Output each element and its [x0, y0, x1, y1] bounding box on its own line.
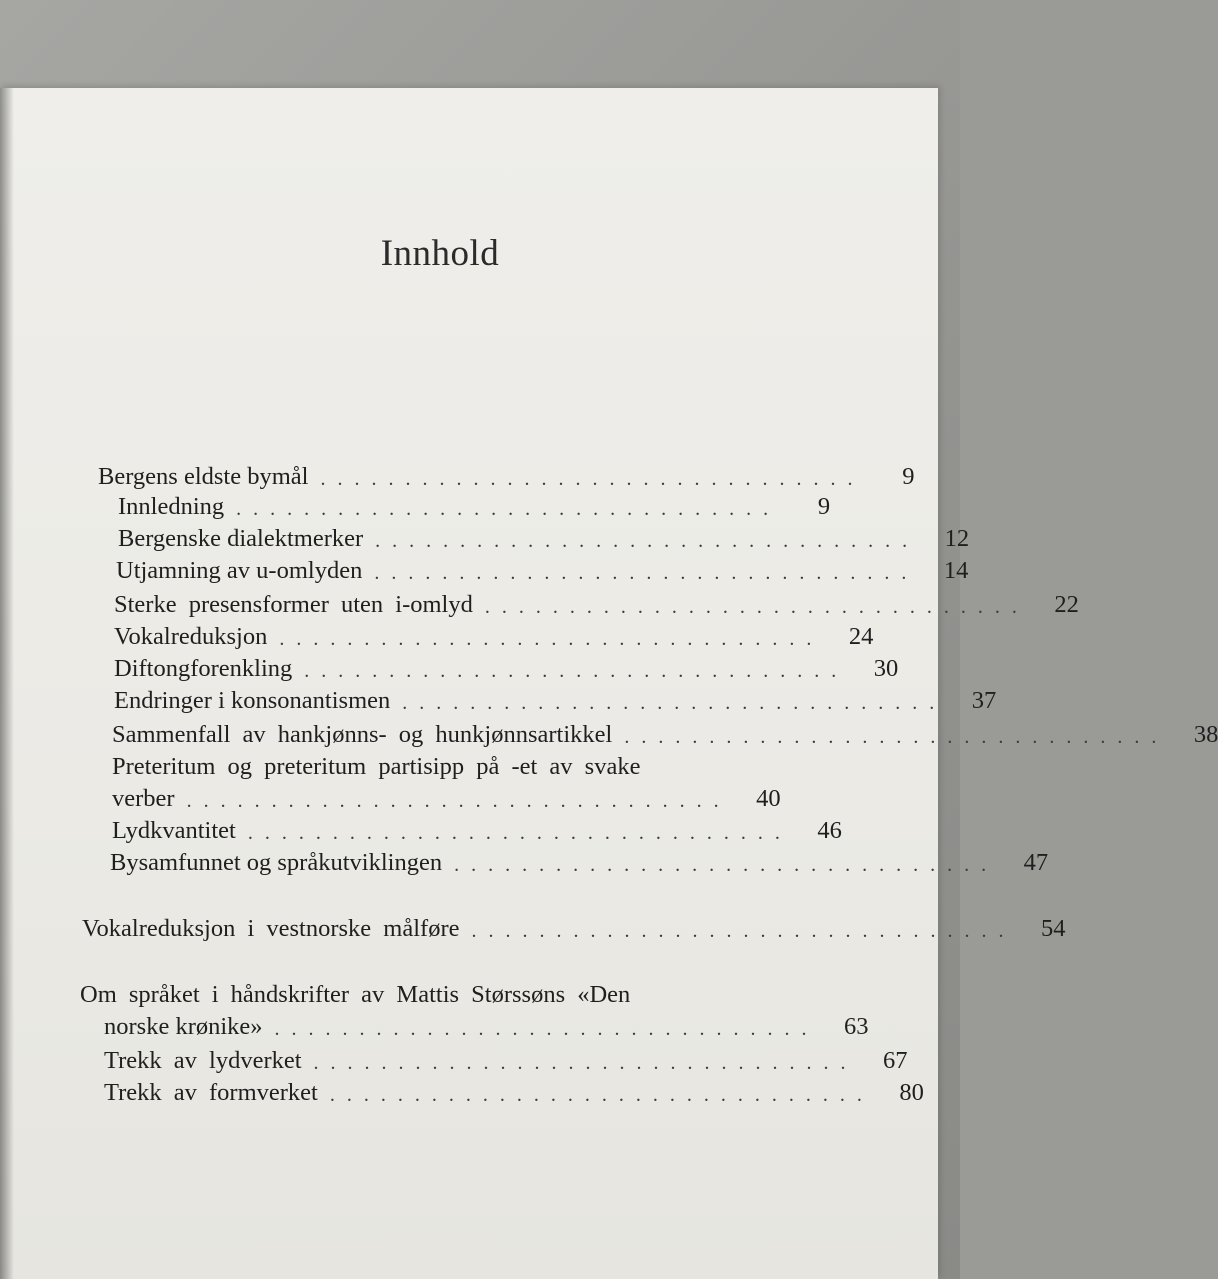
toc-entry-page: 40 [756, 785, 781, 812]
toc-entry [114, 654, 899, 684]
toc-entry-page: 37 [971, 687, 997, 714]
toc-entry-label: norske krønike» [104, 1013, 263, 1040]
toc-leader-dots: ................................ [624, 726, 1169, 748]
page-title: Innhold [380, 233, 500, 274]
toc-entry-label: Trekk av formverket [104, 1079, 318, 1106]
toc-entry [116, 556, 969, 586]
toc-entry [114, 686, 997, 716]
toc-entry-page: 24 [848, 623, 874, 650]
toc-leader-dots: ................................ [304, 660, 849, 682]
toc-entry-page: 63 [844, 1013, 869, 1040]
toc-entry-page: 12 [944, 525, 970, 552]
toc-leader-dots: ................................ [247, 822, 792, 844]
toc-leader-dots: ................................ [274, 1018, 819, 1040]
toc-entry-page: 22 [1054, 591, 1079, 618]
toc-entry-page: 47 [1023, 849, 1049, 876]
toc-entry-label: Bergenske dialektmerker [118, 525, 364, 552]
toc-entry [118, 524, 970, 554]
toc-entry-page: 14 [943, 557, 969, 584]
toc-entry-label: Sterke presensformer uten i-omlyd [114, 591, 473, 618]
toc-entry [114, 590, 1079, 620]
toc-entry [118, 492, 831, 522]
toc-entry-label-first-line: Preteritum og preteritum partisipp på -et av svake [112, 753, 641, 780]
toc-entry-page: 9 [902, 463, 915, 490]
toc-entry-label: verber [112, 785, 175, 812]
toc-entry-page: 67 [883, 1047, 908, 1074]
toc-leader-dots: ................................ [471, 920, 1016, 942]
toc-entry-page: 80 [899, 1079, 924, 1106]
toc-entry-label-first-line: Om språket i håndskrifter av Mattis Størssøns «Den [80, 981, 631, 1008]
toc-entry-label: Bergens eldste bymål [98, 463, 309, 490]
toc-entry-page: 30 [873, 655, 899, 682]
toc-entry-label: Innledning [118, 493, 225, 520]
toc-entry-page: 38 [1193, 721, 1218, 748]
toc-entry-label: Endringer i konsonantismen [114, 687, 391, 714]
toc-entry [82, 914, 1066, 944]
toc-entry-label: Diftongforenkling [114, 655, 293, 682]
toc-leader-dots: ................................ [454, 854, 999, 876]
toc-leader-dots: ................................ [279, 628, 824, 650]
toc-entry [104, 1046, 908, 1076]
toc-entry-label: Vokalreduksjon [114, 623, 268, 650]
toc-leader-dots: ................................ [375, 530, 920, 552]
toc-entry-label: Utjamning av u-omlyden [116, 557, 363, 584]
toc-entry [110, 848, 1049, 878]
toc-leader-dots: ................................ [484, 596, 1029, 618]
toc-entry [112, 720, 1218, 750]
toc-entry [104, 1012, 869, 1042]
toc-entry [112, 816, 842, 846]
toc-entry-label: Trekk av lydverket [104, 1047, 302, 1074]
toc-entry [98, 462, 915, 492]
toc-entry [112, 784, 781, 814]
toc-entry-label: Bysamfunnet og språkutviklingen [110, 849, 443, 876]
toc-entry-label: Vokalreduksjon i vestnorske målføre [82, 915, 460, 942]
toc-entry-page: 54 [1041, 915, 1066, 942]
toc-leader-dots: ................................ [313, 1052, 858, 1074]
toc-entry-page: 9 [817, 493, 831, 520]
toc-leader-dots: ................................ [402, 692, 947, 714]
toc-leader-dots: ................................ [374, 562, 919, 584]
toc-leader-dots: ................................ [236, 498, 781, 520]
toc-leader-dots: ................................ [329, 1084, 874, 1106]
toc-entry-page: 46 [817, 817, 842, 844]
toc-entry [114, 622, 874, 652]
toc-leader-dots: ................................ [186, 790, 731, 812]
toc-entry [104, 1078, 924, 1108]
toc-entry-label: Sammenfall av hankjønns- og hunkjønnsartikkel [112, 721, 613, 748]
toc-entry-label: Lydkvantitet [112, 817, 236, 844]
toc-leader-dots: ................................ [320, 468, 865, 490]
